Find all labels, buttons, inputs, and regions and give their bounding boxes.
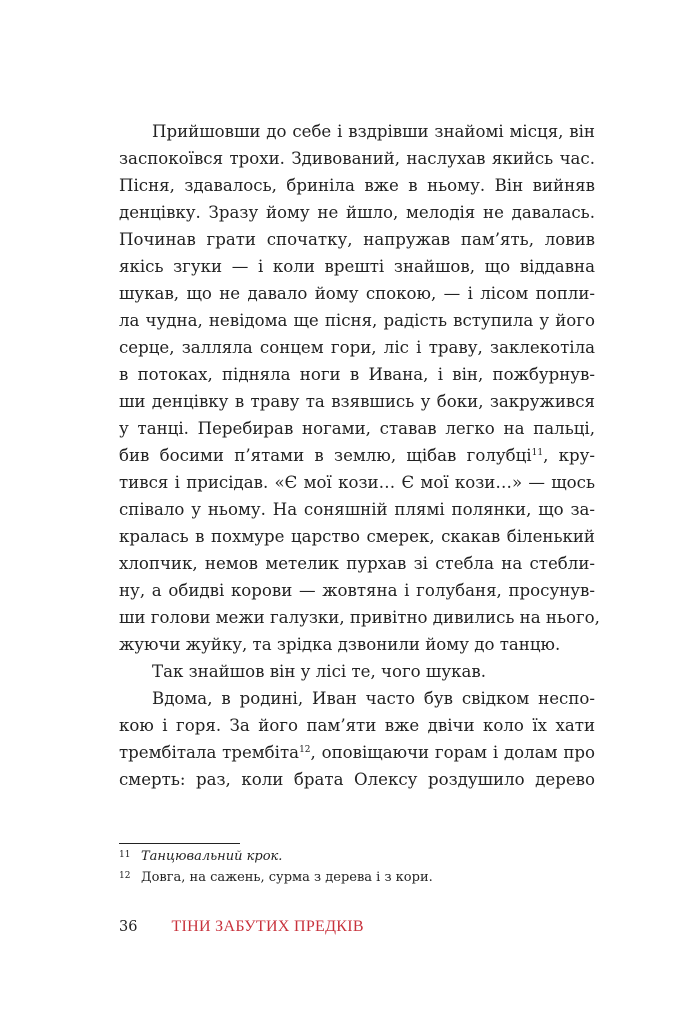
main-text — [119, 118, 600, 793]
page-footer — [119, 917, 364, 937]
text-line: ши денцівку в траву та взявшись у боки, закружився — [119, 392, 595, 411]
text-line: ши голови межи галузки, привітно дивились на нього, — [119, 608, 600, 627]
text-segment: , оповіщаючи горам і долам про — [310, 743, 595, 762]
text-line: якісь згуки — і коли врешті знайшов, що віддавна — [119, 257, 595, 276]
text-line: серце, залляла сонцем гори, ліс і траву, заклекотіла — [119, 338, 595, 357]
text-line: Прийшовши до себе і вздрівши знайомі місця, він — [152, 122, 595, 141]
text-line: співало у ньому. На соняшній плямі полянки, що за- — [119, 500, 595, 519]
footnote-number: 11 — [119, 850, 131, 860]
text-segment: трембітала трембіта — [119, 743, 300, 762]
text-line: жуючи жуйку, та зрідка дзвонили йому до танцю. — [119, 635, 561, 654]
page-number: 36 — [119, 919, 138, 935]
text-line: Вдома, в родині, Иван часто був свідком неспо- — [152, 689, 595, 708]
footnote-11 — [119, 846, 282, 866]
text-line: Починав грати спочатку, напружав пам’ять, ловив — [119, 230, 595, 249]
text-line: у танці. Перебирав ногами, ставав легко на пальці, — [119, 419, 595, 438]
text-line: денцівку. Зразу йому не йшло, мелодія не давалась. — [119, 203, 595, 222]
footnote-text: Танцювальний крок. — [141, 849, 283, 864]
text-line: хлопчик, немов метелик пурхав зі стебла на стебли- — [119, 554, 595, 573]
text-line: в потоках, підняла ноги в Ивана, і він, пожбурнув- — [119, 365, 595, 384]
text-line — [119, 739, 595, 766]
text-line: Так знайшов він у лісі те, чого шукав. — [152, 662, 486, 681]
footnote-12 — [119, 867, 433, 887]
text-line: кою і горя. За його пам’яти вже двічи коло їх хати — [119, 716, 595, 735]
text-line — [119, 442, 595, 469]
footnote-text: Довга, на сажень, сурма з дерева і з кори. — [141, 870, 433, 885]
text-line: шукав, що не давало йому спокою, — і лісом попли- — [119, 284, 595, 303]
text-line: тився і присідав. «Є мої кози… Є мої кози…» — щось — [119, 473, 595, 492]
footnote-number: 12 — [119, 871, 131, 881]
text-segment: , кру- — [543, 446, 595, 465]
text-line: кралась в похмуре царство смерек, скакав біленький — [119, 527, 595, 546]
text-line: смерть: раз, коли брата Олексу роздушило дерево — [119, 770, 595, 789]
text-line: ну, а обидві корови — жовтяна і голубаня, просунув- — [119, 581, 595, 600]
footnote-ref[interactable]: 12 — [299, 745, 311, 755]
text-line: Пісня, здавалось, бриніла вже в ньому. Він вийняв — [119, 176, 595, 195]
text-line: заспокоївся трохи. Здивований, наслухав якийсь час. — [119, 149, 595, 168]
text-line: ла чудна, невідома ще пісня, радість вступила у його — [119, 311, 595, 330]
text-segment: бив босими п’ятами в землю, щібав голубці — [119, 446, 532, 465]
footnote-rule — [119, 843, 240, 844]
running-title: ТІНИ ЗАБУТИХ ПРЕДКІВ — [171, 918, 364, 935]
footnote-ref[interactable]: 11 — [531, 448, 544, 458]
